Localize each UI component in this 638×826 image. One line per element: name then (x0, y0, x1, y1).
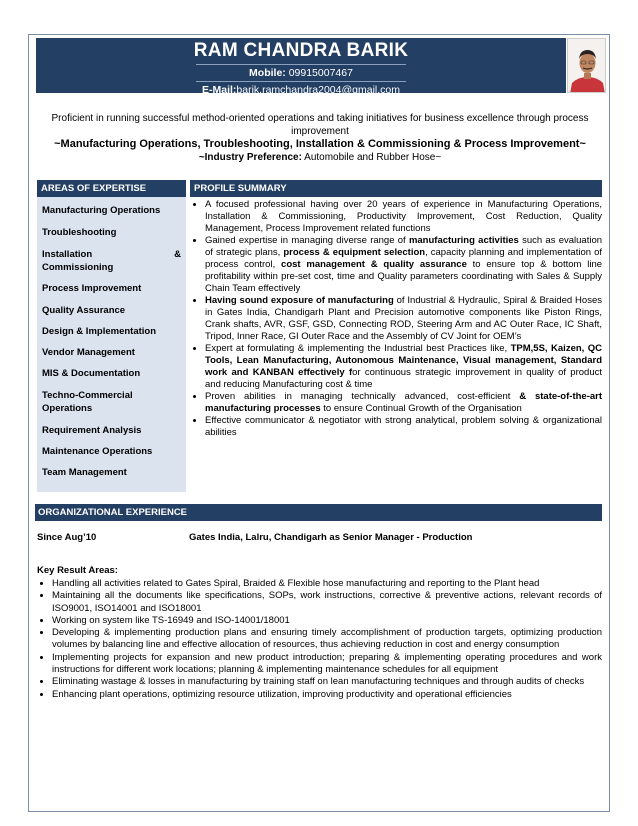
profile-strong: & state-of-the-art manufacturing processes (205, 391, 602, 414)
expertise-item: Manufacturing Operations (42, 205, 161, 216)
expertise-item: Vendor Management (42, 347, 135, 358)
profile-text: to ensure top & bottom line profitability within pre-set cost, time and Quality parameters coordinating with Sales & Supply Chain Team effectively (205, 259, 603, 294)
expertise-item-amp: & (174, 249, 181, 260)
expertise-item: Techno-Commercial Operations (42, 390, 133, 414)
profile-bullet (205, 415, 602, 439)
employment-since: Since Aug’10 (37, 532, 97, 543)
profile-strong: process & equipment selection (283, 247, 426, 258)
profile-text: Expert at formulating & implementing the Industrial best Practices like, (205, 343, 508, 354)
intro-focus: ~Manufacturing Operations, Troubleshooting, Installation & Commissioning & Process Improvement~ (54, 138, 586, 150)
profile-bullet (205, 343, 602, 391)
profile-bullet (205, 295, 602, 343)
expertise-item-text: Installation (42, 249, 93, 260)
profile-text: , capacity planning and implementation of process control, (205, 247, 602, 270)
intro-section (36, 112, 604, 164)
profile-summary (190, 180, 602, 439)
expertise-item: Troubleshooting (42, 227, 117, 238)
resume-header (36, 38, 566, 96)
expertise-item: Requirement Analysis (42, 425, 142, 436)
kra-item: • Working on system like TS-16949 and ISO-14001/18001 (52, 615, 602, 627)
profile-text: such as evaluation of strategic plans, (205, 235, 603, 258)
expertise-item: Process Improvement (42, 283, 142, 294)
expertise-item: Maintenance Operations (42, 446, 153, 457)
profile-bullet (205, 199, 602, 235)
profile-strong: Having sound exposure of manufacturing (205, 295, 394, 306)
expertise-item: Team Management (42, 467, 127, 478)
profile-text: Gained expertise in managing diverse range of (205, 235, 406, 246)
industry-value: Automobile and Rubber Hose~ (304, 152, 442, 163)
expertise-item: Design & Implementation (42, 326, 157, 337)
industry-label: ~Industry Preference: (198, 152, 302, 163)
profile-heading: PROFILE SUMMARY (190, 180, 602, 197)
profile-text: Proven abilities in managing technically advanced, cost-efficient (205, 391, 511, 402)
kra-item: • Enhancing plant operations, optimizing resource utilization, improving productivity and operational efficiencies (52, 689, 602, 701)
expertise-heading: AREAS OF EXPERTISE (37, 180, 186, 197)
mobile-label: Mobile: (249, 67, 286, 79)
profile-strong: manufacturing activities (408, 235, 519, 246)
kra-list (37, 578, 602, 701)
profile-text: to ensure Continual Growth of the Organisation (323, 403, 522, 414)
kra-item: • Eliminating wastage & losses in manufacturing by training staff on lean manufacturing techniques and through audits of checks (52, 676, 602, 688)
kra-heading: Key Result Areas: (37, 565, 118, 576)
profile-text: or continuous strategic improvement in quality of product and reducing Manufacturing cost & time (205, 367, 602, 390)
employer-role: Gates India, Lalru, Chandigarh as Senior Manager - Production (189, 532, 473, 543)
kra-item: • Handling all activities related to Gates Spiral, Braided & Flexible hose manufacturing and reporting to the Plant head (52, 578, 602, 590)
candidate-name: RAM CHANDRA BARIK (193, 40, 409, 61)
profile-text: Effective communicator & negotiator with strong analytical, problem solving & organizational abilities (205, 415, 602, 438)
profile-photo (567, 38, 606, 93)
expertise-item: MIS & Documentation (42, 368, 141, 379)
header-divider (196, 64, 406, 65)
header-divider (196, 81, 406, 82)
expertise-item: Commissioning (42, 262, 114, 273)
email-address[interactable]: barik.ramchandra2004@gmail.com (236, 84, 400, 96)
profile-text: of Industrial & Hydraulic, Spiral & Braided Hoses in Gates India, Chandigarh Plant and Precision automotive components like Piston Rings, Crank shafts, AVR, GSF, GSD, Connecting ROD, Steering Arm and AC Outer Race, IC Shaft, Tripod, Inner Race, GI Outer Race and the Assembly of CV Joint for OEM’s (205, 295, 602, 342)
kra-item: • Developing & implementing production plans and ensuring timely accomplishment of production targets, optimizing production volumes by balancing line and effective allocation of resources, thus achieving reduction in cost and energy consumption (52, 627, 602, 652)
kra-item: • Implementing projects for expansion and new product introduction; preparing & implementing operating procedures and work instructions for different work locations; planning & implementing maintenance schedules for all equipment (52, 652, 602, 677)
intro-summary: Proficient in running successful method-oriented operations and taking initiatives for business excellence through process improvement (51, 113, 589, 137)
mobile-line (36, 67, 566, 79)
profile-list (190, 199, 602, 439)
profile-text: A focused professional having over 20 years of experience in Manufacturing Operations, Installation & Commissioning, Productivity Improvement, Cost Reduction, Quality Management, Process Improvement related functions (205, 199, 602, 234)
expertise-item: Quality Assurance (42, 305, 126, 316)
email-line (36, 84, 566, 96)
org-experience-heading: ORGANIZATIONAL EXPERIENCE (35, 504, 602, 521)
mobile-number: 09915007467 (288, 67, 353, 79)
profile-strong: TPM,5S, Kaizen, QC Tools, Lean Manufacturing, Autonomous Maintenance, Visual management, Standard work and KANBAN effectively f (205, 343, 603, 378)
profile-bullet (205, 235, 602, 295)
industry-preference (36, 151, 604, 164)
areas-of-expertise (37, 180, 186, 492)
profile-bullet (205, 391, 602, 415)
profile-strong: cost management & quality assurance (281, 259, 467, 270)
kra-item: • Maintaining all the documents like specifications, SOPs, work instructions, corrective & preventive actions, relevant records of ISO9001, ISO14001 and ISO18001 (52, 590, 602, 615)
expertise-item (37, 249, 186, 260)
email-label: E-Mail: (202, 84, 237, 96)
